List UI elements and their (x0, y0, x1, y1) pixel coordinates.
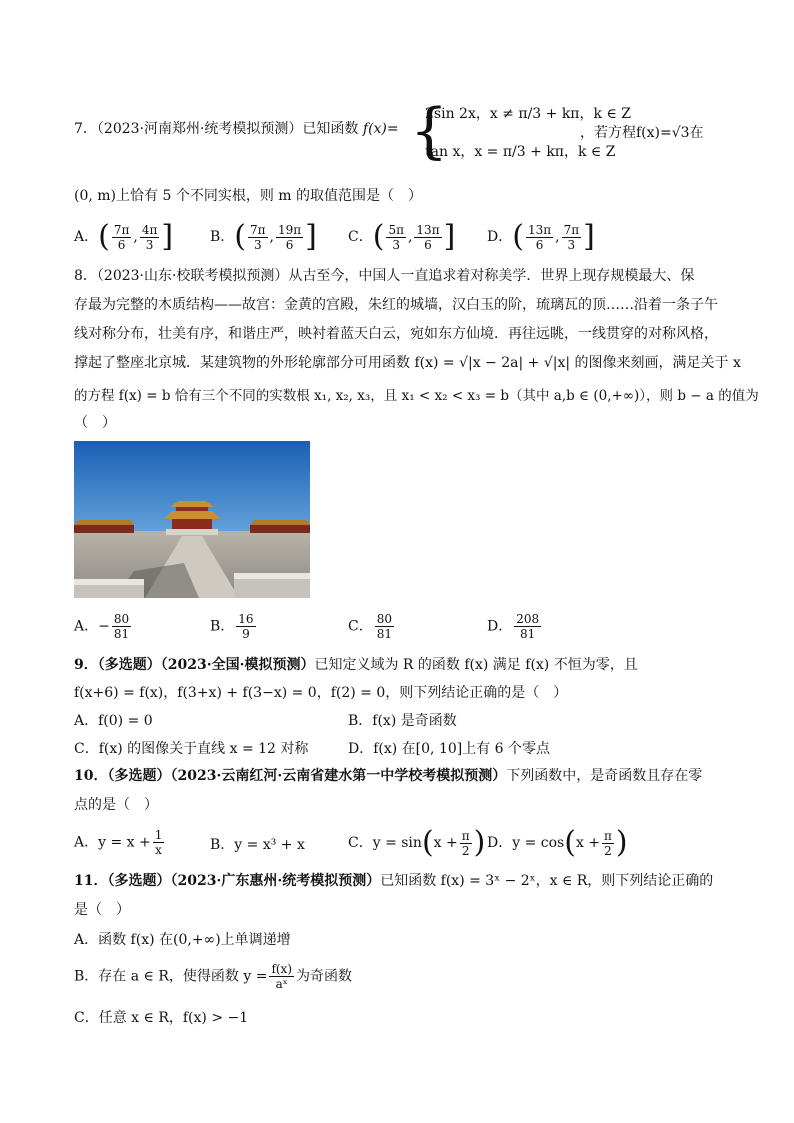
q8-option-b[interactable]: B． $\frac{16}{9}$ (210, 612, 254, 641)
q11-line-1: 11．（多选题）（2023·广东惠州·统考模拟预测）已知函数 f(x) = 3ˣ − 2ˣ，x ∈ R，则下列结论正确的 (74, 873, 714, 889)
q9-option-d[interactable]: D．f(x) 在[0, 10]上有 6 个零点 (348, 741, 551, 757)
q7-option-c[interactable]: C．( $\frac{5\pi}{3}$ , $\frac{13\pi}{6}$ ] (348, 219, 456, 254)
q7-case-1: 2sin 2x，x ≠ π/3 + kπ，k ∈ Z (425, 106, 631, 122)
q7-option-a[interactable]: A．( $\frac{7\pi}{6}$ , $\frac{4\pi}{3}$ ] (74, 219, 174, 254)
q8-line-1: 8．（2023·山东·校联考模拟预测）从古至今，中国人一直追求着对称美学．世界上现存规模最大、保 (74, 268, 695, 284)
q10-option-d[interactable]: D．y = cos(x + $\frac{\pi}{2}$ ) (487, 825, 628, 860)
q10-line-1: 10．（多选题）（2023·云南红河·云南省建水第一中学校考模拟预测）下列函数中，是奇函数且存在零 (74, 768, 703, 784)
q8-line-5: 的方程 f(x) = b 恰有三个不同的实数根 x₁, x₂, x₃，且 x₁ < x₂ < x₃ = b（其中 a,b ∈ (0,+∞)），则 b − a 的值为 (74, 388, 759, 404)
q7-fx: f(x)= (362, 121, 399, 137)
q10-option-b[interactable]: B．y = x³ + x (210, 837, 305, 853)
q11-option-a[interactable]: A．函数 f(x) 在(0,+∞)上单调递增 (74, 932, 291, 948)
q8-line-6: （ ） (74, 415, 116, 431)
q8-line-4: 撑起了整座北京城．某建筑物的外形轮廓部分可用函数 f(x) = √|x − 2a| + √|x| 的图像来刻画，满足关于 x (74, 355, 741, 371)
q8-option-a[interactable]: A．− $\frac{80}{81}$ (74, 612, 130, 641)
q8-option-d[interactable]: D． $\frac{208}{81}$ (487, 612, 540, 641)
q9-line-1: 9．（多选题）（2023·全国·模拟预测）已知定义域为 R 的函数 f(x) 满足 f(x) 不恒为零，且 (74, 657, 638, 673)
q10-option-a[interactable]: A．y = x + $\frac{1}{x}$ (74, 828, 163, 857)
q8-line-2: 存最为完整的木质结构——故宫：金黄的宫殿，朱红的城墙，汉白玉的阶，琉璃瓦的顶……沿着一条子午 (74, 297, 718, 313)
forbidden-city-photo (74, 441, 310, 598)
q10-line-2: 点的是（ ） (74, 797, 158, 813)
q7-case-2: tan x，x = π/3 + kπ，k ∈ Z (425, 144, 616, 160)
q11-line-2: 是（ ） (74, 902, 130, 918)
q9-line-2: f(x+6) = f(x)，f(3+x) + f(3−x) = 0，f(2) = 0，则下列结论正确的是（ ） (74, 685, 568, 701)
q8-line-3: 线对称分布，壮美有序，和谐庄严，映衬着蓝天白云，宛如东方仙境．再往远眺，一线贯穿的对称风格， (74, 326, 718, 342)
palace-image-icon (74, 441, 310, 598)
q11-option-c[interactable]: C．任意 x ∈ R，f(x) > −1 (74, 1010, 249, 1026)
q7-option-b[interactable]: B．( $\frac{7\pi}{3}$ , $\frac{19\pi}{6}$ ] (210, 219, 317, 254)
q7-brace: { (410, 96, 449, 166)
q9-option-b[interactable]: B．f(x) 是奇函数 (348, 713, 457, 729)
q11-option-b[interactable]: B．存在 a ∈ R，使得函数 y = $\frac{f(x)}{\text{aˣ}}$ 为奇函数 (74, 962, 353, 991)
q9-option-a[interactable]: A．f(0) = 0 (74, 713, 153, 729)
q7-option-d[interactable]: D．( $\frac{13\pi}{6}$ , $\frac{7\pi}{3}$ ] (487, 219, 595, 254)
q7-stem: 7．（2023·河南郑州·统考模拟预测）已知函数 f(x)= (74, 121, 399, 137)
q7-stem-b: ，若方程f(x)=√3在 (580, 125, 704, 141)
q10-option-c[interactable]: C．y = sin(x + $\frac{\pi}{2}$ ) (348, 825, 486, 860)
q9-option-c[interactable]: C．f(x) 的图像关于直线 x = 12 对称 (74, 741, 309, 757)
q8-option-c[interactable]: C． $\frac{80}{81}$ (348, 612, 392, 641)
q7-stem-c: (0, m)上恰有 5 个不同实根，则 m 的取值范围是（ ） (74, 188, 422, 204)
